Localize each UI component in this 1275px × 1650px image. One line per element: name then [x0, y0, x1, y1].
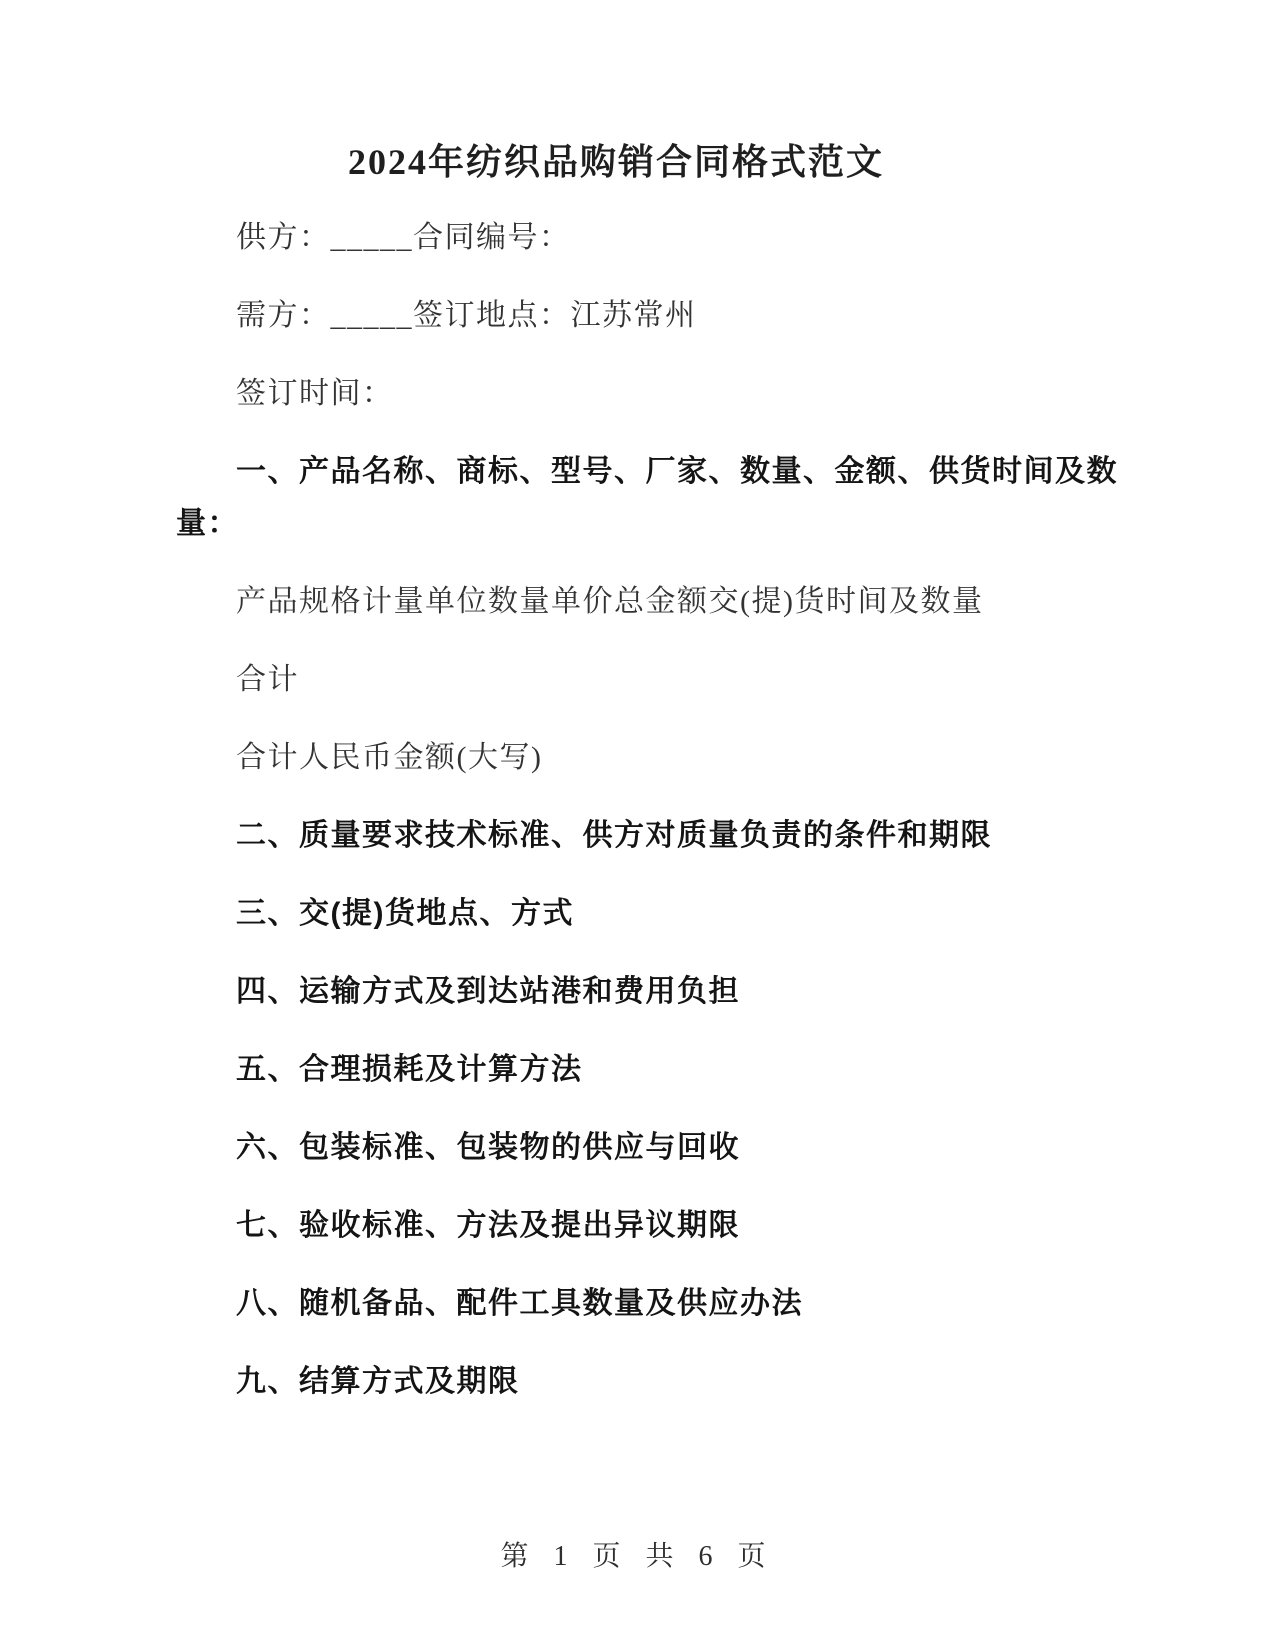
- document-page: [176, 140, 1136, 1434]
- section-6-heading: 六、包装标准、包装物的供应与回收: [236, 1131, 740, 1164]
- section-3-heading: 三、交(提)货地点、方式: [236, 897, 574, 930]
- document-title: 2024年纺织品购销合同格式范文: [347, 142, 884, 182]
- para-product-spec-line: 产品规格计量单位数量单价总金额交(提)货时间及数量: [236, 585, 984, 618]
- para-total-rmb-line: 合计人民币金额(大写): [236, 741, 543, 774]
- para-supplier-line: 供方：_____合同编号：: [236, 221, 571, 254]
- section-7-heading: 七、验收标准、方法及提出异议期限: [236, 1209, 740, 1242]
- page-footer: 第 1 页 共 6 页: [500, 1541, 775, 1572]
- section-1-heading: 一、产品名称、商标、型号、厂家、数量、金额、供货时间及数量：: [176, 455, 1118, 540]
- section-9-heading: 九、结算方式及期限: [236, 1365, 520, 1398]
- section-4-heading: 四、运输方式及到达站港和费用负担: [236, 975, 740, 1008]
- section-5-heading: 五、合理损耗及计算方法: [236, 1053, 583, 1086]
- para-buyer-line: 需方：_____签订地点：江苏常州: [236, 299, 697, 332]
- section-8-heading: 八、随机备品、配件工具数量及供应办法: [236, 1287, 803, 1320]
- para-total-line: 合计: [236, 663, 299, 696]
- para-signing-time: 签订时间：: [236, 377, 394, 410]
- section-2-heading: 二、质量要求技术标准、供方对质量负责的条件和期限: [236, 819, 992, 852]
